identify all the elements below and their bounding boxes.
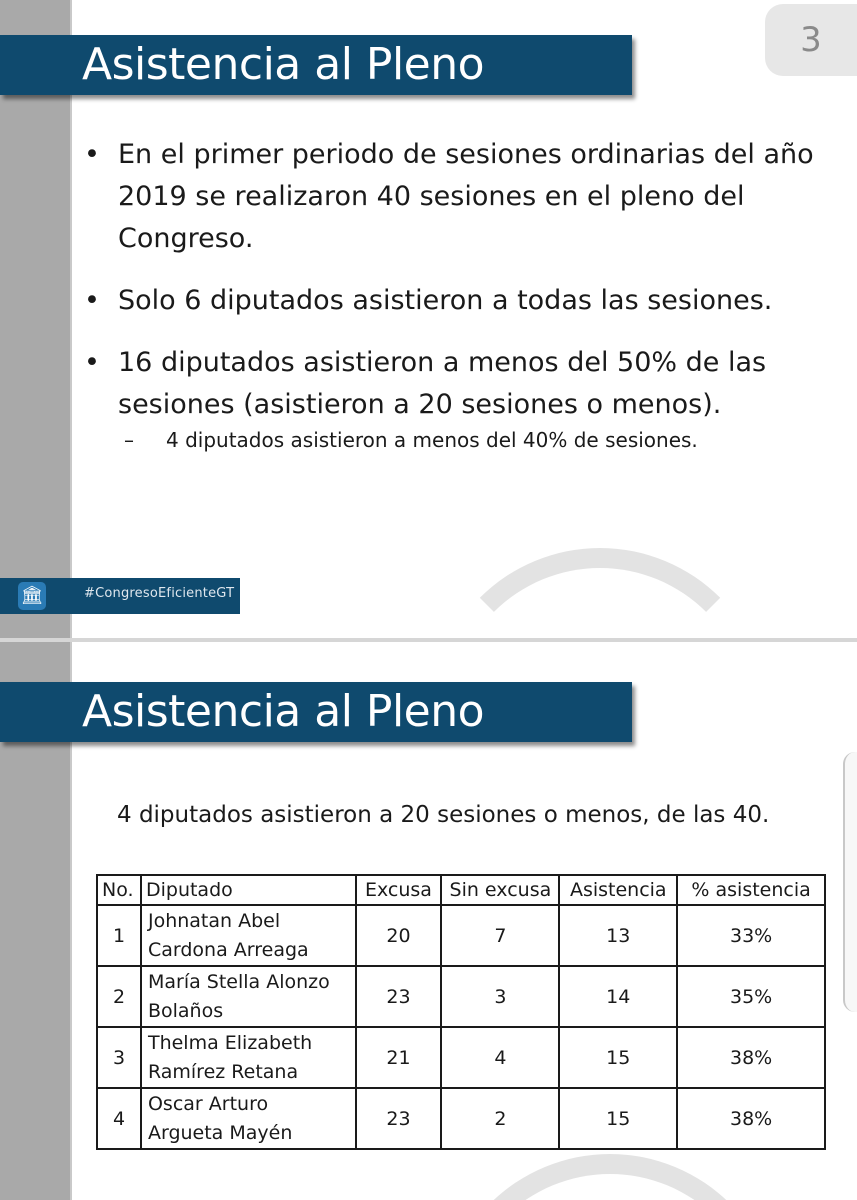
cell-asistencia: 15: [559, 1088, 677, 1149]
column-header-sin-excusa: Sin excusa: [441, 875, 559, 905]
page-number: 3: [765, 4, 857, 76]
sub-bullet-text: 4 diputados asistieron a menos del 40% de sesiones.: [166, 428, 698, 452]
column-header-pct-asistencia: % asistencia: [677, 875, 825, 905]
name-line-1: Thelma Elizabeth: [147, 1031, 313, 1054]
column-header-excusa: Excusa: [356, 875, 442, 905]
decorative-arc: [440, 1154, 780, 1200]
cell-excusa: 21: [356, 1027, 442, 1088]
cell-diputado: [141, 905, 356, 966]
cell-sin-excusa: 4: [441, 1027, 559, 1088]
cell-sin-excusa: 2: [441, 1088, 559, 1149]
cell-no: 3: [97, 1027, 141, 1088]
title-bar: [0, 35, 632, 95]
intro-text: 4 diputados asistieron a 20 sesiones o menos, de las 40.: [117, 802, 770, 828]
dash-icon: –: [124, 428, 134, 452]
name-line-1: María Stella Alonzo: [147, 970, 330, 993]
table-row: [97, 905, 825, 966]
bullet-item: [84, 280, 844, 322]
column-header-no: No.: [97, 875, 141, 905]
slide-title: Asistencia al Pleno: [82, 686, 485, 737]
cell-no: 1: [97, 905, 141, 966]
name-line-2: Bolaños: [147, 999, 224, 1022]
table-header-row: [97, 875, 825, 905]
sub-bullet-item: [124, 426, 844, 454]
bullet-item: [84, 134, 844, 260]
bullet-text: 16 diputados asistieron a menos del 50% de las sesiones (asistieron a 20 sesiones o menos).: [118, 347, 767, 420]
scroll-handle[interactable]: [843, 752, 857, 1012]
name-line-1: Johnatan Abel: [147, 909, 281, 932]
slide-title: Asistencia al Pleno: [82, 39, 485, 90]
name-line-2: Cardona Arreaga: [147, 938, 309, 961]
cell-asistencia: 15: [559, 1027, 677, 1088]
name-line-2: Ramírez Retana: [147, 1060, 299, 1083]
cell-pct-asistencia: 35%: [677, 966, 825, 1027]
bullet-dot-icon: •: [84, 139, 100, 170]
column-header-diputado: Diputado: [141, 875, 356, 905]
table-row: [97, 966, 825, 1027]
cell-excusa: 23: [356, 1088, 442, 1149]
cell-asistencia: 14: [559, 966, 677, 1027]
cell-diputado: [141, 1027, 356, 1088]
cell-pct-asistencia: 38%: [677, 1088, 825, 1149]
footer-hashtag: #CongresoEficienteGT: [84, 586, 235, 601]
column-header-asistencia: Asistencia: [559, 875, 677, 905]
cell-asistencia: 13: [559, 905, 677, 966]
bullet-item: [84, 342, 844, 426]
bullet-dot-icon: •: [84, 347, 100, 378]
decorative-arc: [430, 548, 770, 640]
slide-2: [0, 642, 857, 1200]
cell-excusa: 23: [356, 966, 442, 1027]
cell-sin-excusa: 7: [441, 905, 559, 966]
bullet-list: [84, 134, 844, 454]
bullet-text: En el primer periodo de sesiones ordinarias del año 2019 se realizaron 40 sesiones en el pleno del Congreso.: [118, 139, 814, 254]
bullet-text: Solo 6 diputados asistieron a todas las sesiones.: [118, 285, 773, 316]
cell-excusa: 20: [356, 905, 442, 966]
name-line-1: Oscar Arturo: [147, 1092, 269, 1115]
side-bar: [0, 0, 70, 640]
cell-sin-excusa: 3: [441, 966, 559, 1027]
cell-diputado: [141, 1088, 356, 1149]
bullet-dot-icon: •: [84, 285, 100, 316]
attendance-table: [96, 874, 826, 1150]
congress-building-icon: 🏛: [18, 582, 46, 610]
name-line-2: Argueta Mayén: [147, 1121, 293, 1144]
table-row: [97, 1027, 825, 1088]
cell-no: 2: [97, 966, 141, 1027]
table-row: [97, 1088, 825, 1149]
cell-diputado: [141, 966, 356, 1027]
title-bar: [0, 682, 632, 742]
cell-pct-asistencia: 33%: [677, 905, 825, 966]
cell-pct-asistencia: 38%: [677, 1027, 825, 1088]
cell-no: 4: [97, 1088, 141, 1149]
